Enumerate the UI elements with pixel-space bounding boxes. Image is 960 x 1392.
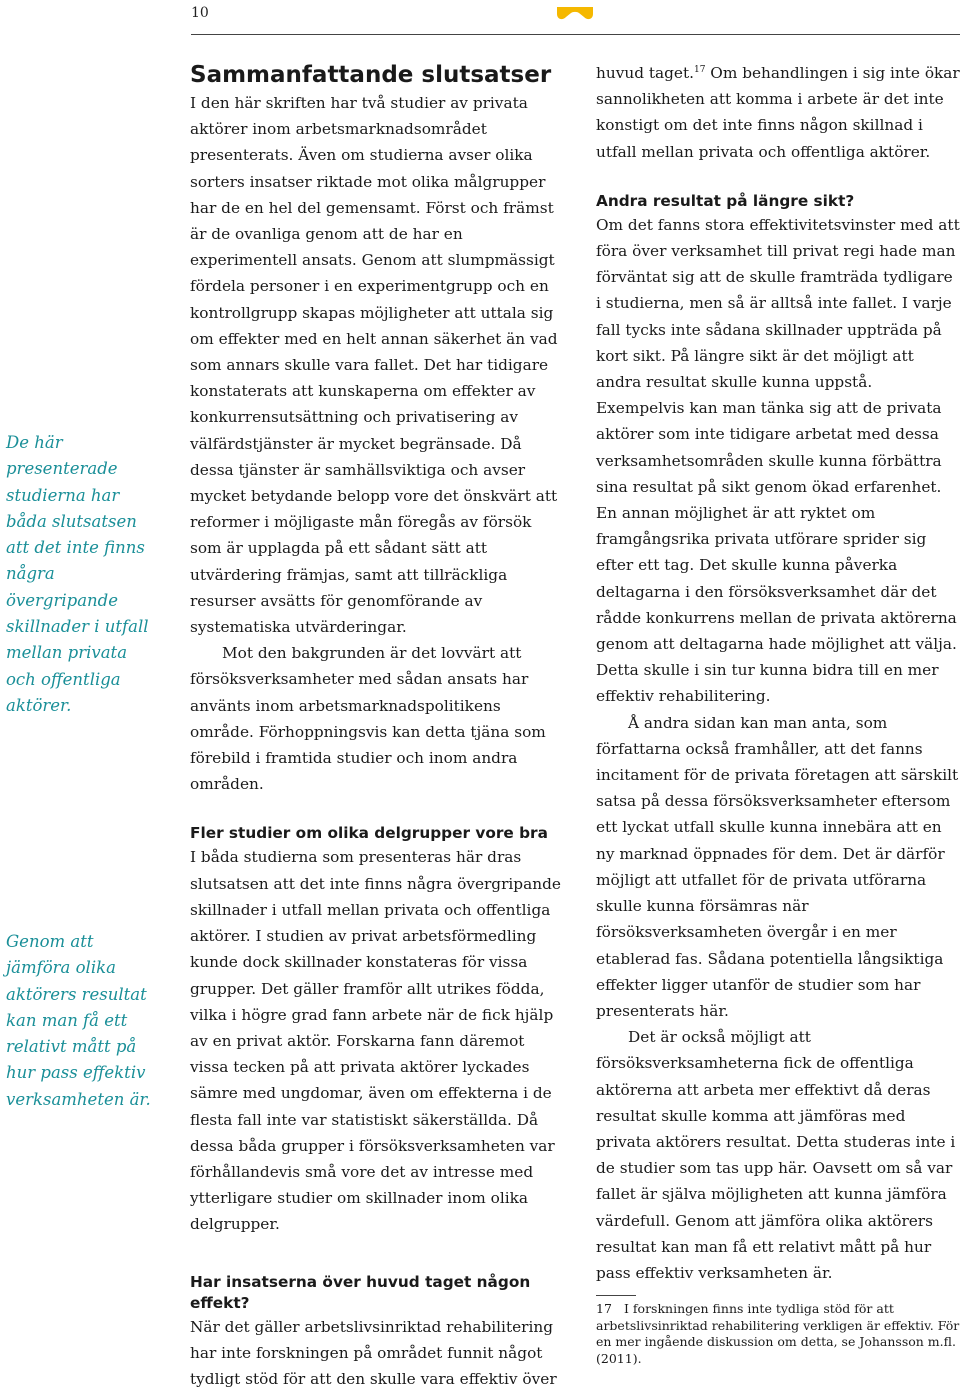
footnote (596, 1301, 960, 1367)
body-paragraph: Det är också möjligt att försöksverksamheterna fick de offentliga aktörerna att arbeta mer effektivt då deras resultat skulle komma att jämföras med privata aktörers resultat. Detta studeras inte i de studier som tas upp här. Oavsett om så var fallet är själva möjligheten att kunna jämföra värdefull. Genom att jämföra olika aktörers resultat kan man få ett relativt mått på hur pass effektiv verksamheten är. (596, 1028, 956, 1282)
body-paragraph: När det gäller arbetslivsinriktad rehabilitering har inte forskningen på området funnit något tydligt stöd för att den skulle vara effektiv över (190, 1317, 557, 1388)
body-paragraph: Mot den bakgrunden är det lovvärt att försöksverksamheter med sådan ansats har använts inom arbetsmarknadspolitikens område. Förhoppningsvis kan detta tjäna som förebild i framtida studier och inom andra områden. (190, 644, 546, 794)
footnote-number: 17 (596, 1301, 612, 1316)
paragraph-rest: Om behandlingen i sig inte ökar sannolikheten att komma i arbete är det inte konstigt om det inte finns någon skillnad i utfall mellan privata och offentliga aktörer. (596, 64, 960, 161)
sidebar-pull-quote: Genom att jämföra olika aktörers resultat kan man få ett relativt mått på hur pass effektiv verksamheten är. (6, 932, 151, 1109)
subheading: Andra resultat på längre sikt? (596, 191, 855, 210)
body-paragraph: I den här skriften har två studier av privata aktörer inom arbetsmarknadsområdet presenterats. Även om studierna avser olika sorters insatser riktade mot olika målgrupper har de en hel del gemensamt. Först och främst är de ovanliga genom att de har en experimentell ansats. Genom att slumpmässigt fördela personer i en experimentgrupp och en kontrollgrupp skapas möjligheter att uttala sig om effekter med en helt annan säkerhet än vad som annars skulle vara fallet. Det har tidigare konstaterats att kunskaperna om effekter av konkurrensutsättning och privatisering av välfärdstjänster är mycket begränsade. Då dessa tjänster är samhällsviktiga och avser mycket betydande belopp vore det önskvärt att reformer i möjligaste mån föregås av försök som är upplagda på ett sådant sätt att utvärdering främjas, samt att tillräckliga resurser avsätts för genomförande av systematiska utvärderingar. (190, 94, 558, 637)
page-number: 10 (191, 5, 209, 21)
body-paragraph: I båda studierna som presenteras här dras slutsatsen att det inte finns några övergripande skillnader i utfall mellan privata och offentliga aktörer. I studien av privat arbetsförmedling kunde dock skillnader konstateras för vissa grupper. Det gäller framför allt utrikes födda, vilka i högre grad fann arbete när de fick hjälp av en privat aktör. Forskarna fann däremot vissa tecken på att privata aktörer lyckades sämre med ungdomar, även om effekterna i de flesta fall inte var statistiskt säkerställda. Då dessa båda grupper i försöksverksamheten var förhållandevis små vore det av intresse med ytterligare studier om skillnader inom olika delgrupper. (190, 848, 561, 1234)
header-rule (191, 34, 960, 35)
footnote-text: I forskningen finns inte tydliga stöd för att arbetslivsinriktad rehabilitering verkligen är effektiv. För en mer ingående diskussion om detta, se Johansson m.fl. (2011). (596, 1301, 960, 1366)
subheading: Har insatserna över huvud taget någon effekt? (190, 1272, 531, 1312)
logo-icon (555, 5, 595, 23)
body-paragraph: Om det fanns stora effektivitetsvinster med att föra över verksamhet till privat regi hade man förväntat sig att de skulle framträda tydligare i studierna, men så är alltså inte fallet. I varje fall tycks inte sådana skillnader uppträda på kort sikt. På längre sikt är det möjligt att andra resultat skulle kunna uppstå. Exempelvis kan man tänka sig att de privata aktörer som inte tidigare arbetat med dessa verksamhetsområden skulle kunna förbättra sina resultat på sikt genom ökad erfarenhet. En annan möjlighet är att ryktet om framgångsrika privata utförare sprider sig efter ett tag. Det skulle kunna påverka deltagarna i den försöksverksamhet där det rådde konkurrens mellan de privata aktörerna genom att deltagarna hade möjlighet att välja. Detta skulle i sin tur kunna bidra till en mer effektiv rehabilitering. (596, 215, 960, 706)
footnote-ref[interactable]: 17 (693, 64, 706, 75)
body-paragraph (596, 60, 960, 165)
section-heading: Sammanfattande slutsatser (190, 62, 552, 88)
text-column-left (190, 60, 564, 1392)
paragraph-start: huvud taget. (596, 64, 694, 82)
sidebar-pull-quote: De här presenterade studierna har båda slutsatsen att det inte finns några övergripande skillnader i utfall mellan privata och offentliga aktörer. (6, 433, 149, 715)
text-column-right (596, 60, 960, 1286)
subheading: Fler studier om olika delgrupper vore bra (190, 824, 548, 843)
body-paragraph: Å andra sidan kan man anta, som författarna också framhåller, att det fanns incitament för de privata företagen att särskilt satsa på dessa försöksverksamheter eftersom ett lyckat utfall skulle kunna innebära att en ny marknad öppnades för dem. Det är därför möjligt att utfallet för de privata utförarna skulle kunna försämras när försöksverksamheten övergår i en mer etablerad fas. Sådana potentiella långsiktiga effekter ligger utanför de studier som har presenterats här. (596, 713, 959, 1020)
footnote-rule (596, 1295, 636, 1296)
